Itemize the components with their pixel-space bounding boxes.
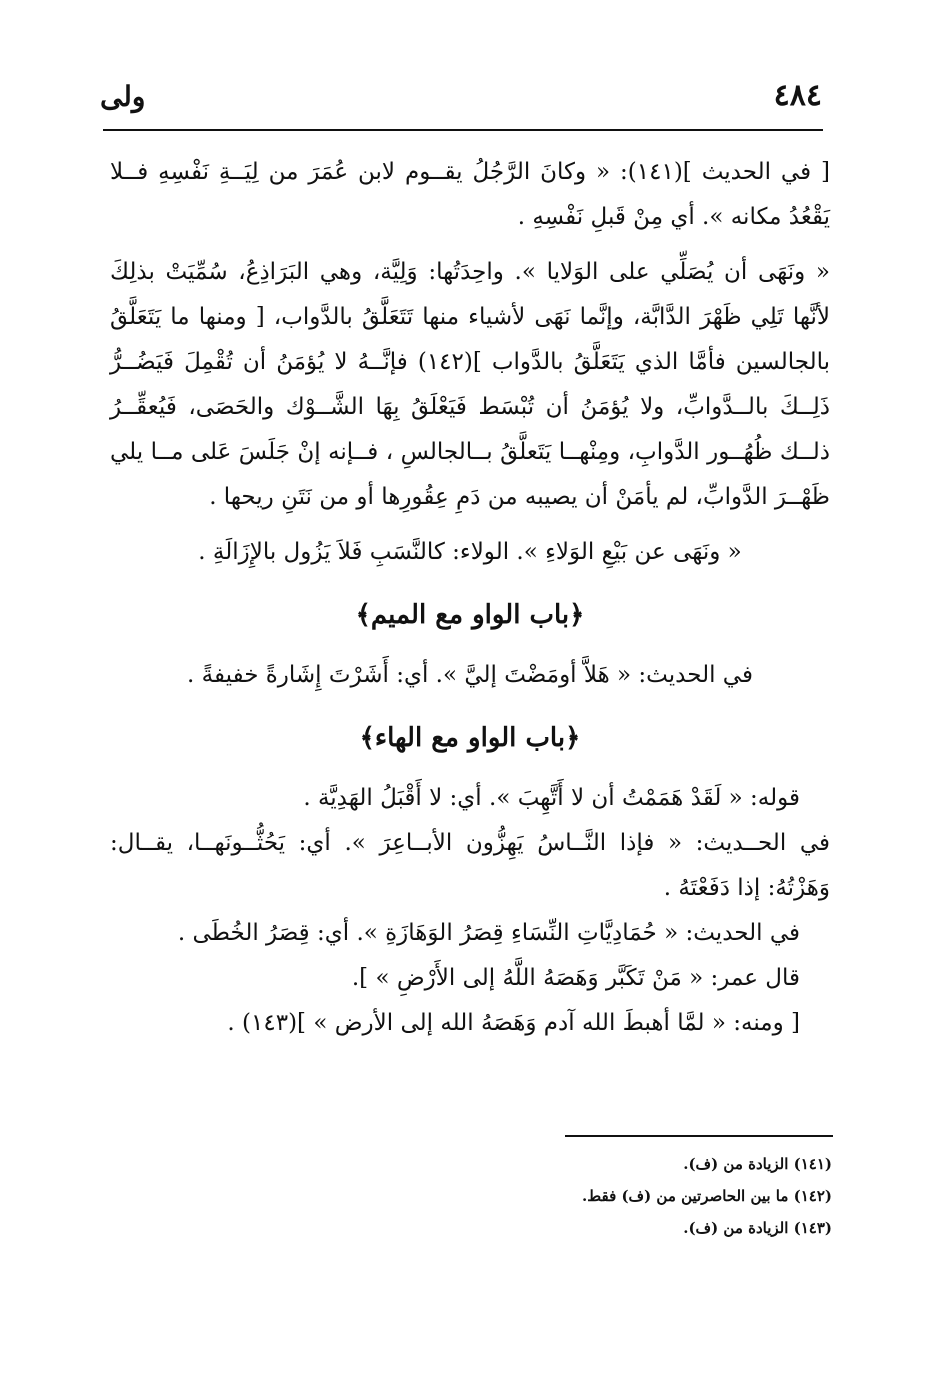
- entry-line: [ ومنه: « لمَّا أهبطَ الله آدم وَهَصَهُ الله إلى الأرض » ](١٤٣) .: [227, 1010, 800, 1036]
- entry-line: قوله: « لَقَدْ هَمَمْتُ أن لا أَتَّهِبَ ». أي: لا أَقْبَلُ الهَدِيَّة .: [303, 785, 800, 811]
- entry-line: قال عمر: « مَنْ تَكَبَّر وَهَصَهُ اللَّهُ إلى الأَرْضِ » ].: [351, 965, 800, 991]
- entry-line: في الحديث: « هَلاَّ أومَضْتَ إليَّ ». أي: أَشَرْتَ إِشَارةً خفيفةً .: [187, 662, 753, 688]
- header-rule: [103, 129, 823, 131]
- footnote: (١٤٣) الزيادة من (ف).: [683, 1219, 832, 1237]
- entry-line: في الحديث: « حُمَادِيَّاتِ النِّسَاءِ قِصَرُ الوَهَازَةِ ». أي: قِصَرُ الخُطَى .: [177, 920, 800, 946]
- root-word: ولى: [100, 80, 146, 113]
- paragraph: « ونَهَى عن بَيْعِ الوَلاءِ ». الولاء: كالنَّسَبِ فَلاَ يَزُول بالإِزَالَةِ .: [198, 539, 742, 565]
- paragraph: [ في الحديث ](١٤١): « وكانَ الرَّجُلُ يقــوم لابن عُمَرَ من لِيَــةِ نَفْسِهِ فــلا يَقْعُدُ مكانه ». أي مِنْ قَبلِ نَفْسِهِ .: [110, 159, 830, 230]
- footnote-rule: [565, 1135, 833, 1137]
- section-heading: ﴿باب الواو مع الميم﴾: [355, 600, 585, 630]
- footnote: (١٤١) الزيادة من (ف).: [683, 1155, 832, 1173]
- page-number: ٤٨٤: [773, 78, 822, 113]
- running-header: [100, 78, 822, 126]
- footnote: (١٤٢) ما بين الحاصرتين من (ف) فقط.: [582, 1187, 832, 1205]
- entry-line: في الحــديث: « فإذا النَّــاسُ يَهِزُّون الأبــاعِرَ ». أي: يَحُثُّــونَهــا، يقــال: وَهَزْتُهُ: إذا دَفَعْتَهُ .: [110, 830, 830, 901]
- main-text: [110, 150, 830, 1046]
- paragraph: « ونَهَى أن يُصَلِّي على الوَلايا ». واحِدَتُها: وَلِيَّة، وهي البَرَاذِعُ، سُمِّيَتْ بذلِكَ لأنَّها تَلِي ظَهْرَ الدَّابَّة، وإنَّما نَهَى لأشياء منها تَتَعَلَّقُ بالدَّواب، [ ومنها ما يَتَعَلَّقُ بالجالسين فأمَّا الذي يَتَعَلَّقُ بالدَّواب ](١٤٢) فإنَّــهُ لا يُؤمَنُ أن تُقْمِلَ فَيَضُــرُّ ذَلِــكَ بالــدَّوابِّ، ولا يُؤمَنُ أن تُبْسَط فَيَعْلَقُ بِهَا الشَّــوْك والحَصَى، فَيُعقِّــرُ ذلــك ظُهُــور الدَّوابِ، ومِنْهــا يَتَعلَّقُ بــالجالسِ ، فــإنه إنْ جَلَسَ عَلى مــا يلي ظَهْــرَ الدَّوابِّ، لم يأمَنْ أن يصيبه من دَمِ عِقُورِها أو من نَتَنِ ريحها .: [110, 259, 830, 510]
- footnotes: [400, 1148, 832, 1244]
- section-heading: ﴿باب الواو مع الهاء﴾: [359, 723, 581, 753]
